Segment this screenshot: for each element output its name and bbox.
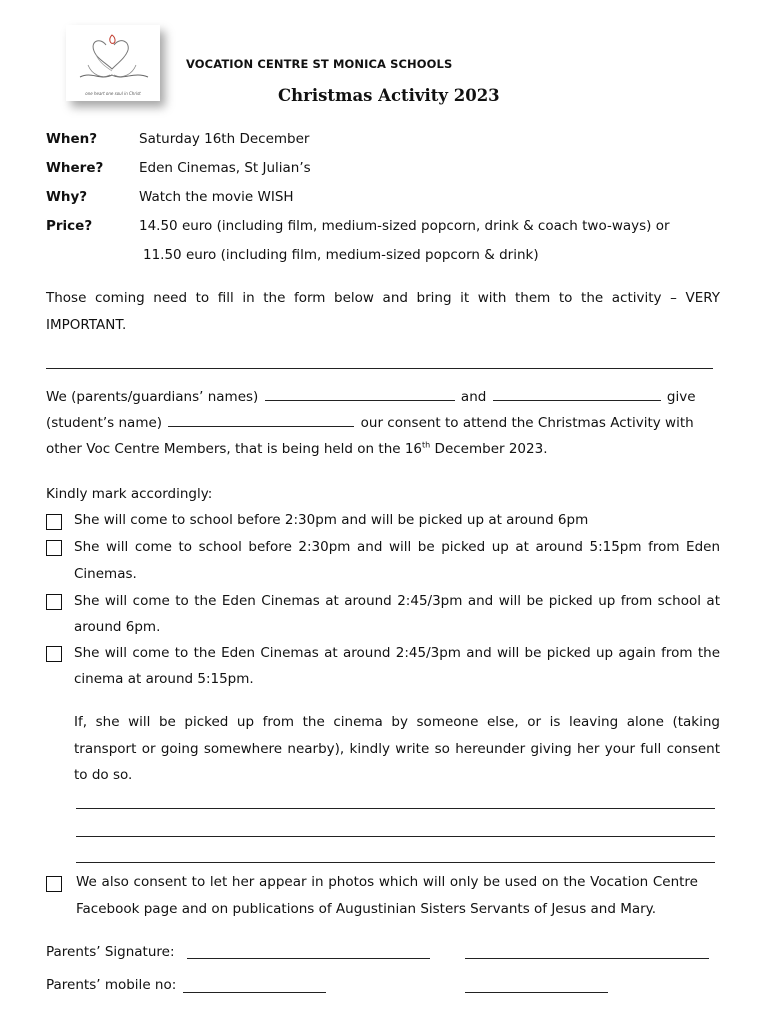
price-value-1: 14.50 euro (including film, medium-sized popcorn, drink & coach two-ways) or xyxy=(139,218,670,234)
separator-line xyxy=(46,368,713,369)
where-value: Eden Cinemas, St Julian’s xyxy=(139,160,311,176)
photo-consent-line-1: We also consent to let her appear in photos which will only be used on the Vocation Centre xyxy=(76,874,698,890)
consent-part-4: (student’s name) xyxy=(46,415,163,431)
consent-part-3: give xyxy=(666,389,696,405)
consent-part-1: We (parents/guardians’ names) xyxy=(46,389,259,405)
student-name-field[interactable] xyxy=(168,412,354,427)
when-value: Saturday 16th December xyxy=(139,131,310,147)
mobile-field-2[interactable] xyxy=(465,992,608,993)
signature-label: Parents’ Signature: xyxy=(46,944,175,960)
option-1-text: She will come to school before 2:30pm and will be picked up at around 6pm xyxy=(74,512,589,528)
option-3-text-line-2: around 6pm. xyxy=(74,619,161,635)
pickup-write-line-1[interactable] xyxy=(76,808,715,809)
option-3-text-line-1: She will come to the Eden Cinemas at around 2:45/3pm and will be picked up from school at xyxy=(74,593,720,609)
consent-line-2 xyxy=(46,410,722,437)
consent-line-1 xyxy=(46,384,722,411)
option-4-text-line-2: cinema at around 5:15pm. xyxy=(74,671,254,687)
intro-line-2: IMPORTANT. xyxy=(46,317,127,333)
why-value: Watch the movie WISH xyxy=(139,189,294,205)
option-4-text-line-1: She will come to the Eden Cinemas at around 2:45/3pm and will be picked up again from the xyxy=(74,645,720,661)
price-value-2: 11.50 euro (including film, medium-sized popcorn & drink) xyxy=(143,247,539,263)
intro-line-1: Those coming need to fill in the form below and bring it with them to the activity – VERY xyxy=(46,290,720,306)
where-label: Where? xyxy=(46,160,104,176)
school-name: VOCATION CENTRE ST MONICA SCHOOLS xyxy=(186,57,453,71)
parent-names-field-2[interactable] xyxy=(493,386,661,401)
pickup-note-line-2: transport or going somewhere nearby), kindly write so hereunder giving her your full consent xyxy=(74,741,720,757)
signature-field-1[interactable] xyxy=(187,958,430,959)
option-2-checkbox[interactable] xyxy=(46,540,62,556)
signature-field-2[interactable] xyxy=(465,958,709,959)
option-1-checkbox[interactable] xyxy=(46,514,62,530)
consent-part-5: our consent to attend the Christmas Activity with xyxy=(360,415,694,431)
option-3-checkbox[interactable] xyxy=(46,594,62,610)
pickup-note-line-3: to do so. xyxy=(74,767,133,783)
logo-caption: one heart one soul in Christ xyxy=(85,91,141,96)
photo-consent-checkbox[interactable] xyxy=(46,876,62,892)
school-logo xyxy=(66,25,160,101)
mobile-label: Parents’ mobile no: xyxy=(46,977,177,993)
option-2-text-line-1: She will come to school before 2:30pm and will be picked up at around 5:15pm from Eden xyxy=(74,539,720,555)
why-label: Why? xyxy=(46,189,88,205)
page-title: Christmas Activity 2023 xyxy=(278,86,500,105)
mobile-field-1[interactable] xyxy=(183,992,326,993)
ordinal-suffix: th xyxy=(422,440,431,450)
option-2-text-line-2: Cinemas. xyxy=(74,566,137,582)
price-label: Price? xyxy=(46,218,93,234)
pickup-write-line-3[interactable] xyxy=(76,862,715,863)
parent-names-field[interactable] xyxy=(265,386,455,401)
consent-part-6: other Voc Centre Members, that is being held on the 16 xyxy=(46,441,423,457)
pickup-write-line-2[interactable] xyxy=(76,836,715,837)
consent-part-2: and xyxy=(460,389,487,405)
option-4-checkbox[interactable] xyxy=(46,646,62,662)
photo-consent-line-2: Facebook page and on publications of Augustinian Sisters Servants of Jesus and Mary. xyxy=(76,901,657,917)
consent-part-7: December 2023. xyxy=(434,441,548,457)
pickup-note-line-1: If, she will be picked up from the cinema by someone else, or is leaving alone (taking xyxy=(74,714,720,730)
when-label: When? xyxy=(46,131,98,147)
options-heading: Kindly mark accordingly: xyxy=(46,486,213,502)
heart-hands-icon xyxy=(66,25,160,101)
consent-line-3 xyxy=(46,436,548,463)
